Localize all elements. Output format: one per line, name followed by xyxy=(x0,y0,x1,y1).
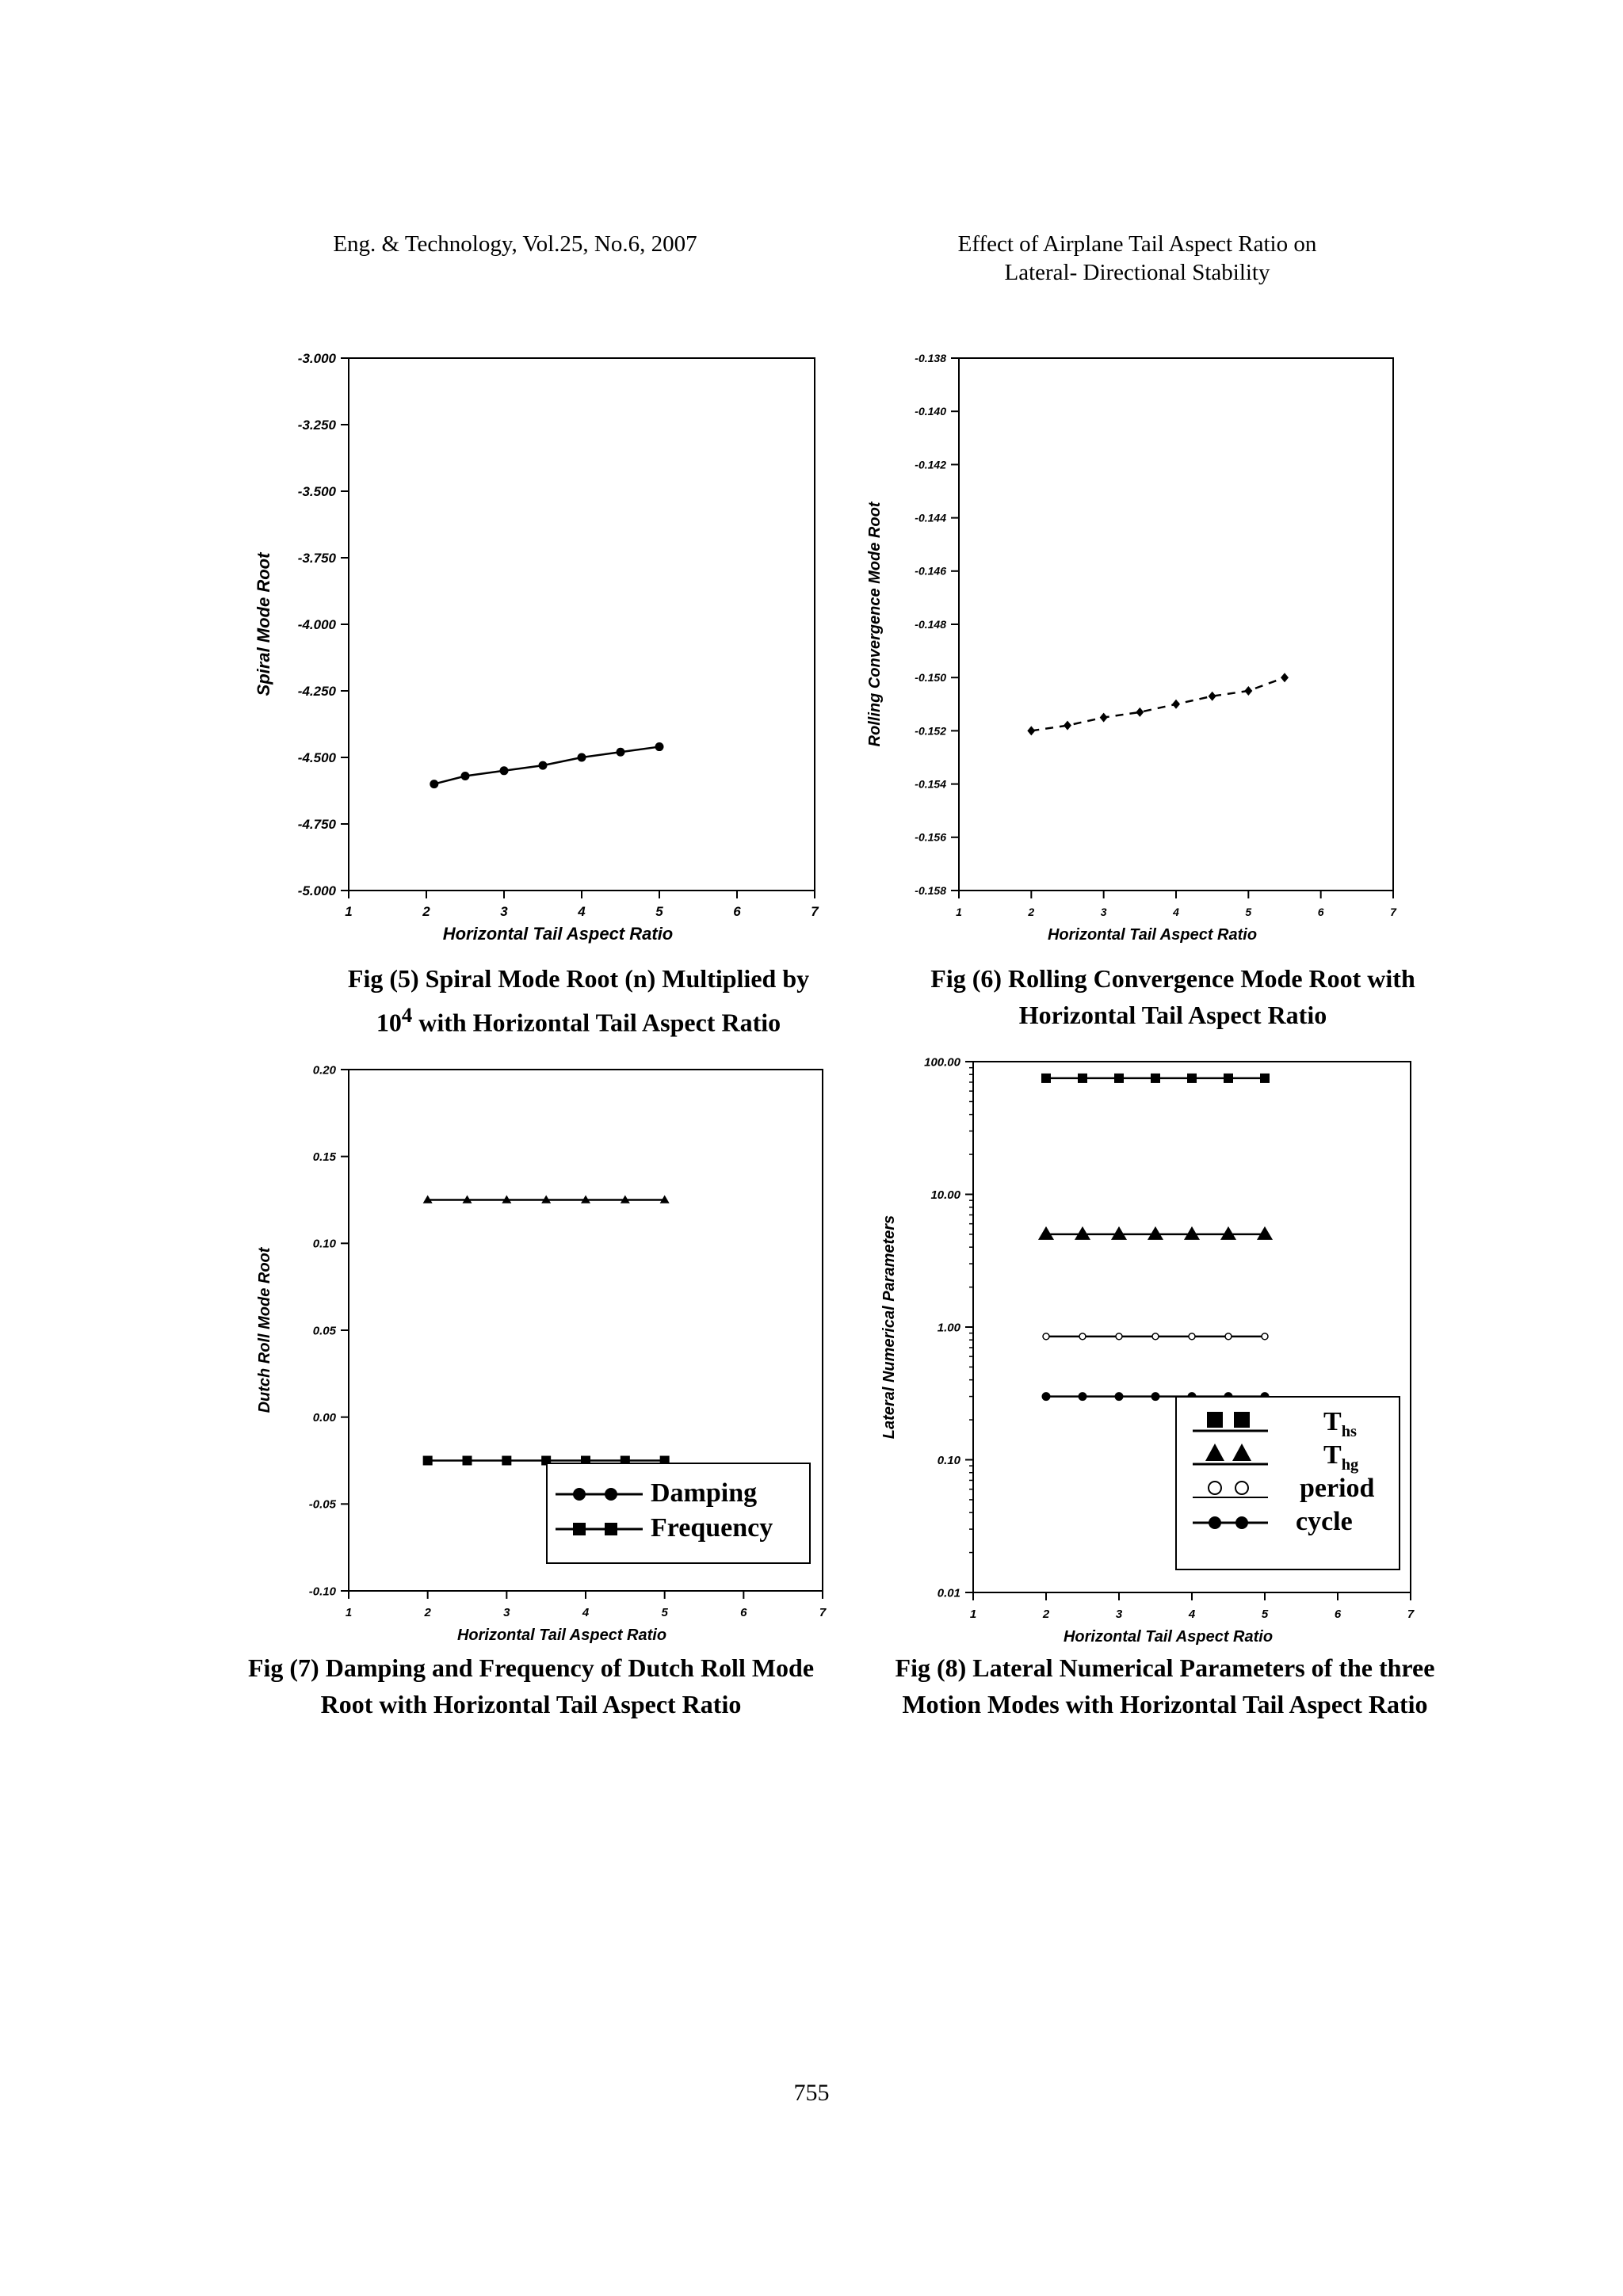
fig8-thg-point xyxy=(1220,1226,1236,1240)
fig5-x-tick-label: 1 xyxy=(345,904,353,919)
period-legend-marker xyxy=(1193,1474,1272,1505)
fig5-svg xyxy=(254,341,856,959)
fig5-y-tick-label: -4.500 xyxy=(297,749,336,765)
fig6-svg xyxy=(864,341,1466,959)
fig7-x-tick-label: 7 xyxy=(819,1606,827,1619)
fig8-y-tick-label: 0.01 xyxy=(937,1586,960,1600)
running-header-right-line1: Effect of Airplane Tail Aspect Ratio on xyxy=(957,231,1317,257)
fig7-caption xyxy=(214,1650,848,1722)
fig7-x-tick-label: 5 xyxy=(661,1606,668,1619)
damping-legend-marker xyxy=(556,1478,643,1510)
fig8-x-tick-label: 6 xyxy=(1334,1608,1342,1621)
fig6-y-tick-label: -0.154 xyxy=(915,777,946,791)
fig7-caption-line1: Fig (7) Damping and Frequency of Dutch Roll Mode xyxy=(247,1653,815,1682)
fig6-y-tick-label: -0.138 xyxy=(915,351,946,364)
fig5-plot-frame xyxy=(349,358,815,891)
frequency-legend-label: Frequency xyxy=(651,1513,773,1543)
cycle-legend-marker xyxy=(1193,1507,1272,1539)
fig6-series-point xyxy=(1281,673,1289,682)
fig8-cycle-point xyxy=(1079,1392,1087,1401)
fig7-frequency-point xyxy=(423,1456,433,1466)
fig5-x-axis-label: Horizontal Tail Aspect Ratio xyxy=(442,924,674,944)
fig5-y-tick-label: -3.250 xyxy=(297,417,336,433)
fig6-series-point xyxy=(1209,692,1216,701)
fig6-y-tick-label: -0.156 xyxy=(915,830,946,844)
fig6-caption-line2: Horizontal Tail Aspect Ratio xyxy=(1018,1001,1327,1029)
fig6-series-point xyxy=(1136,707,1144,717)
fig5-caption-base: 10 xyxy=(376,1008,402,1037)
fig6-series-line xyxy=(1031,677,1285,730)
fig6-y-tick-label: -0.140 xyxy=(915,405,946,418)
fig6-y-tick-label: -0.158 xyxy=(915,883,946,897)
fig8-thg-point xyxy=(1038,1226,1054,1240)
fig8-ths-point xyxy=(1224,1074,1233,1083)
fig6-x-tick-label: 7 xyxy=(1390,906,1396,918)
fig8-x-tick-label: 3 xyxy=(1115,1608,1123,1621)
fig8-y-axis-label: Lateral Numerical Parameters xyxy=(880,1215,898,1440)
fig5-y-tick-label: -3.750 xyxy=(297,550,336,566)
fig5-caption-line2 xyxy=(285,997,872,1041)
fig6-y-tick-label: -0.144 xyxy=(915,511,946,524)
fig8-y-tick-label: 10.00 xyxy=(930,1188,960,1202)
fig6-caption xyxy=(880,960,1466,1033)
fig8-period-point xyxy=(1079,1333,1086,1340)
fig6-x-tick-label: 2 xyxy=(1028,906,1035,918)
fig8-caption-line1: Fig (8) Lateral Numerical Parameters of the three xyxy=(895,1653,1435,1682)
fig6-y-tick-label: -0.148 xyxy=(915,617,946,631)
ths-label-base: T xyxy=(1323,1407,1342,1436)
fig8-chart xyxy=(864,1046,1466,1648)
fig8-x-tick-label: 5 xyxy=(1261,1608,1269,1621)
fig8-period-point xyxy=(1262,1333,1268,1340)
period-legend-label: period xyxy=(1300,1474,1375,1503)
fig6-plot-frame xyxy=(959,358,1393,891)
fig7-caption-line2: Root with Horizontal Tail Aspect Ratio xyxy=(320,1690,742,1718)
fig7-y-axis-label: Dutch Roll Mode Root xyxy=(256,1247,273,1413)
fig5-chart xyxy=(254,341,856,959)
fig5-series-point xyxy=(655,742,664,751)
fig7-x-tick-label: 4 xyxy=(582,1606,590,1619)
fig6-series-point xyxy=(1027,726,1035,735)
fig6-x-tick-label: 3 xyxy=(1100,906,1107,918)
fig6-caption-line1: Fig (6) Rolling Convergence Mode Root with xyxy=(930,964,1415,993)
cycle-legend-label: cycle xyxy=(1296,1507,1353,1536)
fig7-x-tick-label: 3 xyxy=(503,1606,510,1619)
fig6-y-tick-label: -0.150 xyxy=(915,671,946,685)
running-header-right xyxy=(864,230,1411,287)
fig8-x-axis-label: Horizontal Tail Aspect Ratio xyxy=(1063,1628,1274,1646)
fig6-series-point xyxy=(1172,700,1180,709)
fig5-caption-line1: Fig (5) Spiral Mode Root (n) Multiplied by xyxy=(347,964,810,993)
fig6-x-axis-label: Horizontal Tail Aspect Ratio xyxy=(1047,926,1258,944)
fig5-y-tick-label: -4.750 xyxy=(297,816,336,832)
fig5-x-tick-label: 3 xyxy=(500,904,508,919)
fig8-y-tick-label: 1.00 xyxy=(937,1321,960,1335)
fig7-x-axis-label: Horizontal Tail Aspect Ratio xyxy=(456,1627,667,1644)
fig5-series-point xyxy=(617,748,625,757)
fig5-series-point xyxy=(539,761,548,770)
fig6-series-point xyxy=(1064,721,1071,730)
fig8-thg-point xyxy=(1075,1226,1090,1240)
fig5-y-axis-label: Spiral Mode Root xyxy=(254,552,273,696)
fig8-thg-point xyxy=(1184,1226,1200,1240)
fig7-y-tick-label: 0.05 xyxy=(312,1324,336,1338)
fig5-x-tick-label: 7 xyxy=(811,904,819,919)
fig7-y-tick-label: 0.10 xyxy=(312,1237,336,1251)
fig5-y-tick-label: -3.500 xyxy=(297,483,336,499)
fig8-ths-point xyxy=(1260,1074,1270,1083)
ths-legend-label xyxy=(1323,1407,1357,1441)
fig7-x-tick-label: 6 xyxy=(740,1606,747,1619)
fig8-x-tick-label: 7 xyxy=(1407,1608,1415,1621)
page-number: 755 xyxy=(793,2080,830,2106)
fig5-x-tick-label: 6 xyxy=(733,904,741,919)
fig8-y-tick-label: 100.00 xyxy=(924,1055,960,1070)
fig5-x-tick-label: 2 xyxy=(422,904,430,919)
fig6-y-axis-label: Rolling Convergence Mode Root xyxy=(866,502,884,747)
fig7-y-tick-label: 0.15 xyxy=(312,1150,336,1164)
thg-label-base: T xyxy=(1323,1440,1342,1470)
fig6-y-tick-label: -0.152 xyxy=(915,724,946,738)
fig7-frequency-point xyxy=(502,1456,511,1466)
fig7-y-tick-label: 0.00 xyxy=(312,1410,336,1425)
fig8-cycle-point xyxy=(1115,1392,1124,1401)
fig7-frequency-point xyxy=(463,1456,472,1466)
fig8-period-point xyxy=(1116,1333,1122,1340)
fig6-x-tick-label: 6 xyxy=(1317,906,1324,918)
fig5-caption xyxy=(285,960,872,1041)
fig7-x-tick-label: 2 xyxy=(424,1606,431,1619)
ths-label-sub: hs xyxy=(1341,1422,1357,1440)
fig7-y-tick-label: 0.20 xyxy=(312,1063,336,1077)
fig5-series-point xyxy=(461,772,470,780)
ths-legend-marker xyxy=(1193,1407,1272,1439)
fig6-chart xyxy=(864,341,1466,959)
fig5-y-tick-label: -5.000 xyxy=(297,883,336,898)
fig8-x-tick-label: 4 xyxy=(1188,1608,1196,1621)
fig8-ths-point xyxy=(1041,1074,1051,1083)
fig5-y-tick-label: -4.250 xyxy=(297,683,336,699)
fig5-x-tick-label: 5 xyxy=(655,904,663,919)
fig5-series-point xyxy=(430,780,438,788)
fig8-thg-point xyxy=(1257,1226,1273,1240)
fig8-y-tick-label: 0.10 xyxy=(937,1453,960,1467)
fig8-caption xyxy=(856,1650,1474,1722)
fig8-period-point xyxy=(1152,1333,1159,1340)
damping-legend-label: Damping xyxy=(651,1478,758,1508)
fig5-x-tick-label: 4 xyxy=(578,904,586,919)
fig5-series-point xyxy=(578,753,586,762)
fig8-period-point xyxy=(1189,1333,1195,1340)
fig8-x-tick-label: 1 xyxy=(969,1608,977,1621)
frequency-legend-marker xyxy=(556,1513,643,1545)
running-header-left: Eng. & Technology, Vol.25, No.6, 2007 xyxy=(333,231,697,257)
fig5-y-tick-label: -4.000 xyxy=(297,616,336,632)
thg-label-sub: hg xyxy=(1341,1455,1359,1474)
fig6-series-point xyxy=(1100,713,1108,723)
fig7-chart xyxy=(254,1046,856,1648)
fig8-cycle-point xyxy=(1151,1392,1160,1401)
fig8-x-tick-label: 2 xyxy=(1042,1608,1050,1621)
running-header-right-line2: Lateral- Directional Stability xyxy=(1004,260,1270,285)
fig8-legend xyxy=(1175,1396,1400,1570)
fig6-y-tick-label: -0.146 xyxy=(915,564,946,578)
fig8-period-point xyxy=(1225,1333,1232,1340)
fig7-x-tick-label: 1 xyxy=(345,1606,353,1619)
fig8-ths-point xyxy=(1078,1074,1087,1083)
fig8-thg-point xyxy=(1148,1226,1163,1240)
fig6-y-tick-label: -0.142 xyxy=(915,458,946,471)
fig8-caption-line2: Motion Modes with Horizontal Tail Aspect Ratio xyxy=(902,1690,1428,1718)
fig6-series-point xyxy=(1244,686,1252,696)
fig5-caption-sup: 4 xyxy=(401,1003,413,1027)
fig5-series-point xyxy=(500,766,509,775)
thg-legend-marker xyxy=(1193,1440,1272,1472)
fig8-period-point xyxy=(1043,1333,1049,1340)
fig6-x-tick-label: 4 xyxy=(1173,906,1179,918)
fig7-legend xyxy=(546,1463,811,1564)
fig8-thg-point xyxy=(1111,1226,1127,1240)
fig7-y-tick-label: -0.05 xyxy=(308,1497,336,1512)
thg-legend-label xyxy=(1323,1440,1358,1474)
fig8-cycle-point xyxy=(1042,1392,1051,1401)
fig7-y-tick-label: -0.10 xyxy=(308,1585,336,1599)
fig5-y-tick-label: -3.000 xyxy=(297,350,336,366)
fig8-ths-point xyxy=(1151,1074,1160,1083)
fig5-caption-rest: with Horizontal Tail Aspect Ratio xyxy=(412,1008,781,1037)
fig6-x-tick-label: 5 xyxy=(1245,906,1252,918)
fig8-ths-point xyxy=(1187,1074,1197,1083)
fig6-x-tick-label: 1 xyxy=(956,906,962,918)
fig8-ths-point xyxy=(1114,1074,1124,1083)
